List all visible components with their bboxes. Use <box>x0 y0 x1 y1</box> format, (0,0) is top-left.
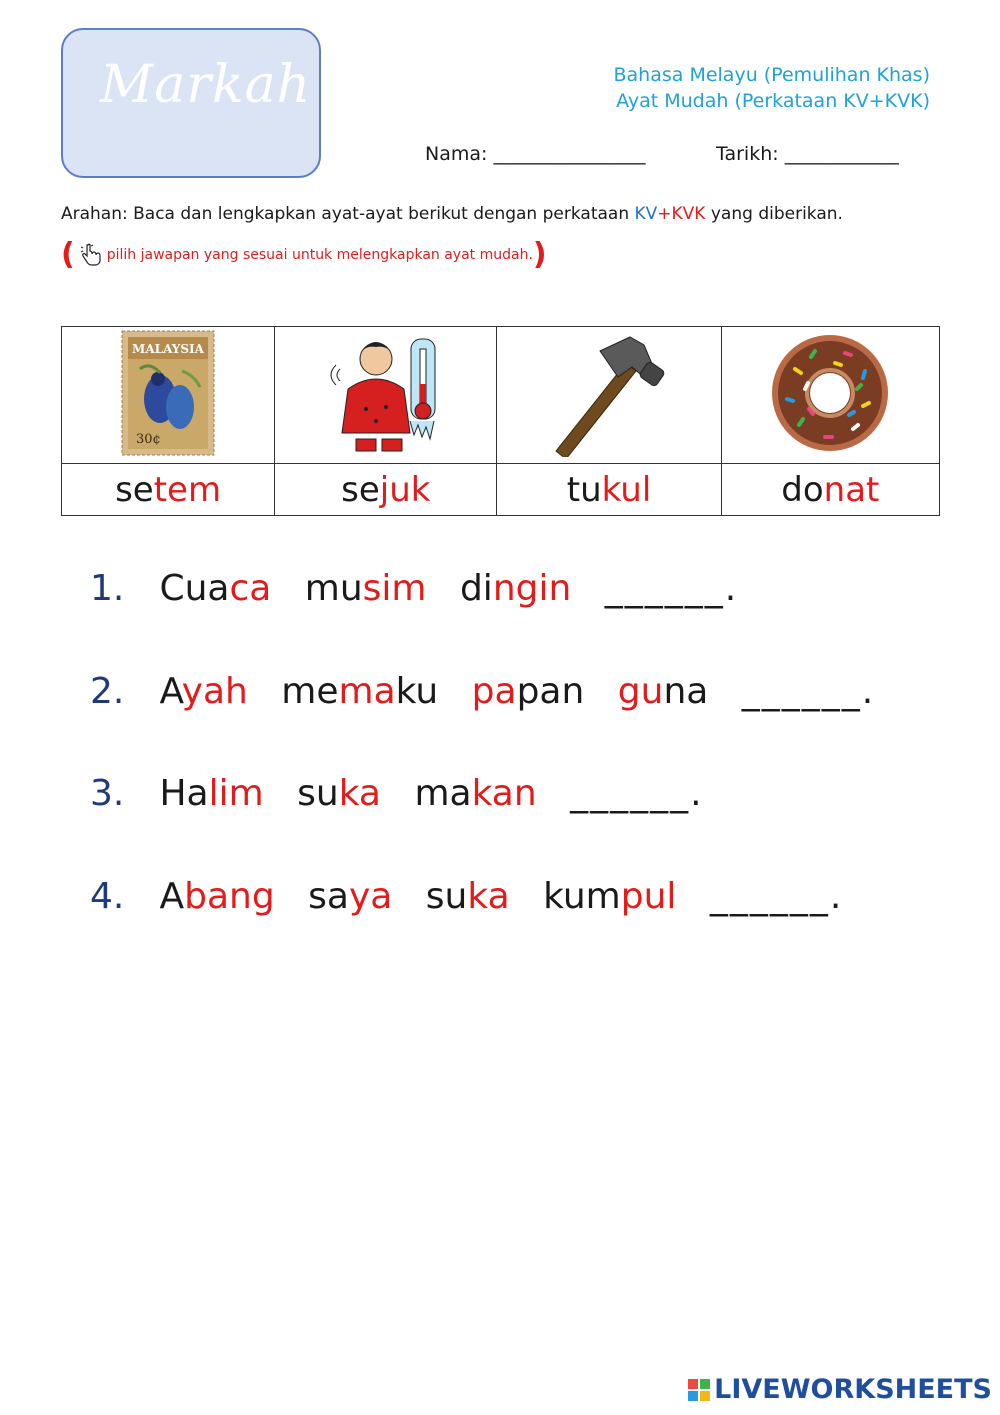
cold-man-cell <box>275 327 497 464</box>
kv-label: KV <box>634 204 658 224</box>
word-bank <box>61 326 940 516</box>
stamp-cell <box>62 327 275 464</box>
name-field[interactable] <box>425 143 645 165</box>
instruction: Arahan: Baca dan lengkapkan ayat-ayat berikut dengan perkataan KV+KVK yang diberikan. <box>61 204 843 224</box>
name-label: Nama: <box>425 143 488 165</box>
answer-blank-2[interactable]: ______. <box>741 671 876 712</box>
cold-man-image <box>326 329 446 457</box>
donut-cell <box>721 327 939 464</box>
svg-text:MALAYSIA: MALAYSIA <box>132 342 205 356</box>
answer-blank-3[interactable]: ______. <box>570 773 704 814</box>
date-blank[interactable]: ____________ <box>784 143 899 165</box>
hammer-cell <box>497 327 721 464</box>
sub-instruction-text: pilih jawapan yang sesuai untuk melengkapkan ayat mudah. <box>106 247 533 263</box>
donut-image <box>765 329 895 457</box>
hammer-image <box>544 329 674 457</box>
date-label: Tarikh: <box>716 143 779 165</box>
answer-blank-1[interactable]: ______. <box>604 568 739 609</box>
word-donat[interactable]: donat <box>721 464 939 516</box>
subject-line-1: Bahasa Melayu (Pemulihan Khas) <box>613 64 930 86</box>
kvk-label: KVK <box>671 204 706 224</box>
date-field[interactable] <box>716 143 899 165</box>
sentence-2: 2. Ayah memaku papan guna ______. <box>90 671 876 712</box>
pointing-hand-icon <box>79 243 103 267</box>
answer-blank-4[interactable]: ______. <box>709 876 844 917</box>
stamp-image <box>120 329 216 457</box>
score-label: Markah <box>100 55 312 115</box>
name-blank[interactable]: ________________ <box>493 143 646 165</box>
sentence-4: 4. Abang saya suka kumpul ______. <box>90 876 844 917</box>
liveworksheets-logo: LIVEWORKSHEETS <box>688 1374 992 1405</box>
subject-header <box>614 62 931 114</box>
word-tukul[interactable]: tukul <box>497 464 721 516</box>
word-sejuk[interactable]: sejuk <box>275 464 497 516</box>
sentence-1: 1. Cuaca musim dingin ______. <box>90 568 739 609</box>
word-setem[interactable]: setem <box>62 464 275 516</box>
sub-instruction: ( pilih jawapan yang sesuai untuk melengkapkan ayat mudah. ) <box>61 237 547 272</box>
liveworksheets-icon <box>688 1379 710 1401</box>
sentence-3: 3. Halim suka makan ______. <box>90 773 704 814</box>
svg-text:30¢: 30¢ <box>136 432 161 447</box>
subject-line-2: Ayat Mudah (Perkataan KV+KVK) <box>616 90 930 112</box>
